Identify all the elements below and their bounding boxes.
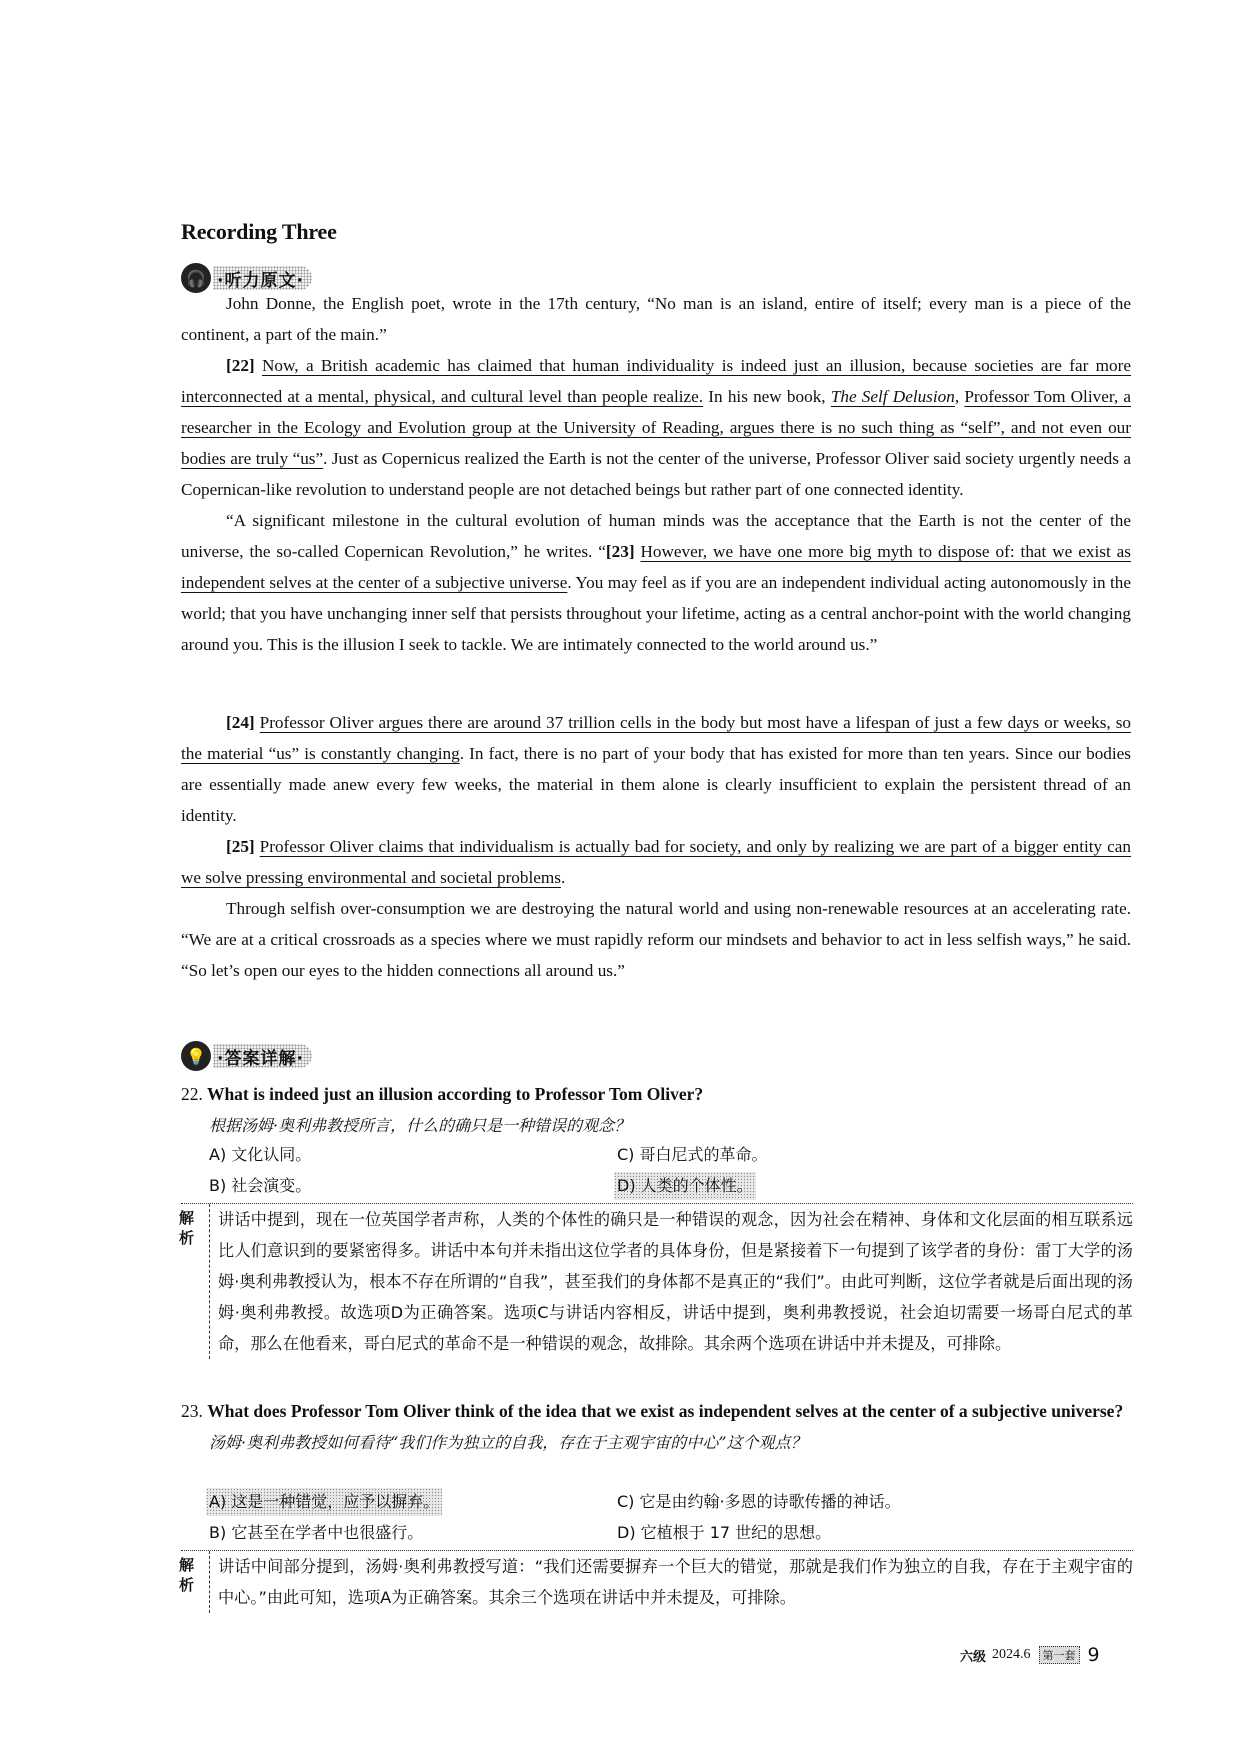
transcript-paragraph-4 <box>181 707 1131 831</box>
option-d: D) 它植根于 17 世纪的思想。 <box>617 1523 832 1542</box>
option-c: C) 哥白尼式的革命。 <box>617 1145 768 1164</box>
answers-badge-label: ·答案详解· <box>213 1044 312 1068</box>
option-d-correct: D) 人类的个体性。 <box>614 1172 756 1200</box>
text: . <box>560 868 566 887</box>
option-c: C) 它是由约翰·多恩的诗歌传播的神话。 <box>617 1492 901 1511</box>
text: In his new book, <box>703 387 831 406</box>
text: . Just as Copernicus realized the Earth is not the center of the universe, Professor Oliver said society urgently needs a Copernican-like revolution to understand people are not detached beings but rather part of one connected identity. <box>181 449 1131 499</box>
analysis-label: 解析 <box>179 1556 195 1594</box>
key-sentence: Now, a British academic has claimed that human individuality is indeed just an illusion, because societies are far more interconnected at a mental, physical, and cultural level than people realize. <box>181 356 1132 406</box>
headphones-icon: 🎧 <box>181 263 211 293</box>
question-marker-22: [22] <box>226 356 255 375</box>
key-sentence: However, we have one more big myth to dispose of: that we exist as independent selves at the center of a subjective universe <box>181 542 1131 592</box>
question-marker-25: [25] <box>226 837 255 856</box>
exam-level: 六级 <box>960 1649 987 1665</box>
book-title: The Self Delusion <box>830 387 955 406</box>
key-sentence: Professor Tom Oliver, a researcher in the Ecology and Evolution group at the University of Reading, argues there is no such thing as “self”, and not even our bodies are truly “us” <box>181 387 1131 468</box>
question-text-cn: 根据汤姆·奥利弗教授所言，什么的确只是一种错误的观念？ <box>209 1116 631 1135</box>
option-a: A) 文化认同。 <box>209 1145 312 1164</box>
transcript-badge-label: ·听力原文· <box>213 266 312 290</box>
page-number: 9 <box>1087 1644 1100 1666</box>
question-23-title <box>181 1396 1131 1458</box>
question-22-title <box>181 1079 1131 1110</box>
question-23-options <box>209 1488 1129 1550</box>
analysis-text: 讲话中间部分提到，汤姆·奥利弗教授写道：“我们还需要摒弃一个巨大的错觉，那就是我们作为独立的自我，存在于主观宇宙的中心。”由此可知，选项A为正确答案。其余三个选项在讲话中并未提及，可排除。 <box>209 1551 1133 1613</box>
transcript-paragraph-3 <box>181 505 1131 660</box>
question-text-en: What does Professor Tom Oliver think of the idea that we exist as independent selves at the center of a subjective universe? <box>207 1401 1124 1421</box>
question-marker-24: [24] <box>226 713 255 732</box>
question-22-analysis <box>181 1203 1133 1359</box>
exam-set: 第一套 <box>1039 1646 1080 1664</box>
text: . In fact, there is no part of your body that has existed for more than ten years. Since our bodies are essentially made anew every few weeks, the material in them alone is clearly insufficient to explain the persistent thread of an identity. <box>181 744 1131 825</box>
transcript-paragraph-2 <box>181 350 1131 505</box>
question-23 <box>181 1396 1131 1458</box>
question-text-cn: 汤姆·奥利弗教授如何看待“我们作为独立的自我，存在于主观宇宙的中心”这个观点？ <box>209 1433 807 1452</box>
exam-date: 2024.6 <box>992 1647 1031 1662</box>
option-b: B) 它甚至在学者中也很盛行。 <box>209 1523 424 1542</box>
question-number: 23. <box>181 1401 203 1421</box>
transcript-paragraph-6: Through selfish over-consumption we are destroying the natural world and using non-renewable resources at an accelerating rate. “We are at a critical crossroads as a species where we must rapidly reform our mindsets and behavior to act in less selfish ways,” he said. “So let’s open our eyes to the hidden connections all around us.” <box>181 899 1131 980</box>
analysis-label: 解析 <box>179 1209 195 1247</box>
text: . You may feel as if you are an independent individual acting autonomously in the world; that you have unchanging inner self that persists throughout your lifetime, acting as a central anchor-point with the world changing around you. This is the illusion I seek to tackle. We are intimately connected to the world around us.” <box>181 573 1131 654</box>
lightbulb-icon: 💡 <box>181 1041 211 1071</box>
question-22 <box>181 1079 1131 1141</box>
transcript-paragraph-5 <box>181 831 1131 893</box>
section-title: Recording Three <box>181 219 337 244</box>
analysis-text: 讲话中提到，现在一位英国学者声称，人类的个体性的确只是一种错误的观念，因为社会在精神、身体和文化层面的相互联系远比人们意识到的要紧密得多。讲话中本句并未指出这位学者的具体身份，但是紧接着下一句提到了该学者的身份：雷丁大学的汤姆·奥利弗教授认为，根本不存在所谓的“自我”，甚至我们的身体都不是真正的“我们”。由此可判断，这位学者就是后面出现的汤姆·奥利弗教授。故选项D为正确答案。选项C与讲话内容相反，讲话中提到，奥利弗教授说，社会迫切需要一场哥白尼式的革命，那么在他看来，哥白尼式的革命不是一种错误的观念，故排除。其余两个选项在讲话中并未提及，可排除。 <box>209 1204 1133 1359</box>
question-22-options <box>209 1141 1129 1203</box>
key-sentence: Professor Oliver argues there are around 37 trillion cells in the body but most have a lifespan of just a few days or weeks, so the material “us” is constantly changing <box>181 713 1131 763</box>
transcript-paragraph-1: John Donne, the English poet, wrote in the 17th century, “No man is an island, entire of itself; every man is a piece of the continent, a part of the main.” <box>181 294 1131 344</box>
key-sentence: Professor Oliver claims that individualism is actually bad for society, and only by realizing we are part of a bigger entity can we solve pressing environmental and societal problems <box>181 837 1132 887</box>
page-footer <box>960 1644 1100 1666</box>
answers-badge <box>181 1040 312 1072</box>
question-23-analysis <box>181 1550 1133 1613</box>
text: “A significant milestone in the cultural evolution of human minds was the acceptance that the Earth is not the center of the universe, the so-called Copernican Revolution,” he writes. “ <box>181 511 1131 561</box>
question-marker-23: [23] <box>605 542 635 561</box>
option-a-correct: A) 这是一种错觉，应予以摒弃。 <box>206 1488 442 1516</box>
question-text-en: What is indeed just an illusion according to Professor Tom Oliver? <box>206 1084 704 1104</box>
question-number: 22. <box>181 1084 203 1104</box>
option-b: B) 社会演变。 <box>209 1176 312 1195</box>
text: , <box>954 387 965 406</box>
